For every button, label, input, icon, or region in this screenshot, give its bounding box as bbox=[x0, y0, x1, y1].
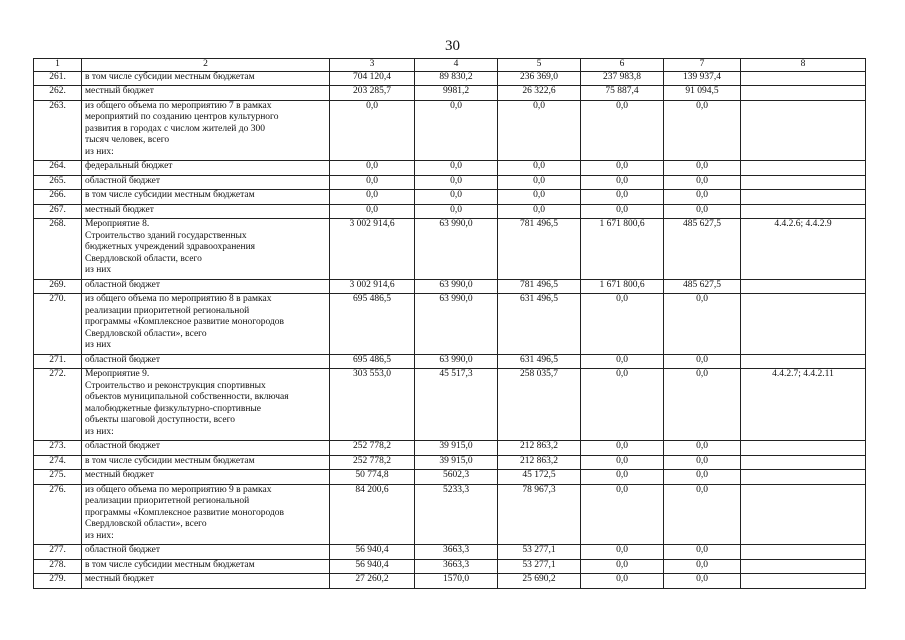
value-col-6: 1 671 800,6 bbox=[581, 279, 664, 294]
value-col-7: 485 627,5 bbox=[664, 279, 741, 294]
value-col-5: 0,0 bbox=[498, 100, 581, 161]
value-col-7: 139 937,4 bbox=[664, 71, 741, 86]
item-name: областной бюджет bbox=[82, 279, 330, 294]
value-col-6: 0,0 bbox=[581, 470, 664, 485]
row-number: 267. bbox=[34, 204, 82, 219]
value-col-7: 0,0 bbox=[664, 441, 741, 456]
table-row bbox=[34, 219, 866, 280]
value-col-4: 63 990,0 bbox=[415, 219, 498, 280]
row-number: 264. bbox=[34, 161, 82, 176]
table-row bbox=[34, 86, 866, 101]
item-name: в том числе субсидии местным бюджетам bbox=[82, 190, 330, 205]
value-col-3: 0,0 bbox=[330, 190, 415, 205]
budget-table bbox=[33, 58, 866, 589]
value-col-3: 27 260,2 bbox=[330, 574, 415, 589]
item-name: из общего объема по мероприятию 9 в рамках реализации приоритетной региональной программы «Комплексное развитие моногородов Свердловской области», всего из них: bbox=[82, 484, 330, 545]
value-col-7: 0,0 bbox=[664, 484, 741, 545]
target-ref bbox=[741, 574, 866, 589]
value-col-7: 0,0 bbox=[664, 559, 741, 574]
value-col-6: 0,0 bbox=[581, 190, 664, 205]
value-col-4: 5233,3 bbox=[415, 484, 498, 545]
value-col-6: 0,0 bbox=[581, 574, 664, 589]
target-ref bbox=[741, 175, 866, 190]
value-col-5: 631 496,5 bbox=[498, 354, 581, 369]
value-col-7: 0,0 bbox=[664, 204, 741, 219]
target-ref bbox=[741, 455, 866, 470]
value-col-7: 0,0 bbox=[664, 574, 741, 589]
item-name: в том числе субсидии местным бюджетам bbox=[82, 71, 330, 86]
value-col-4: 0,0 bbox=[415, 161, 498, 176]
value-col-5: 0,0 bbox=[498, 175, 581, 190]
value-col-4: 63 990,0 bbox=[415, 354, 498, 369]
row-number: 262. bbox=[34, 86, 82, 101]
value-col-4: 63 990,0 bbox=[415, 294, 498, 355]
table-row bbox=[34, 574, 866, 589]
item-name: местный бюджет bbox=[82, 470, 330, 485]
value-col-5: 53 277,1 bbox=[498, 559, 581, 574]
table-row bbox=[34, 161, 866, 176]
row-number: 261. bbox=[34, 71, 82, 86]
target-ref bbox=[741, 190, 866, 205]
value-col-3: 50 774,8 bbox=[330, 470, 415, 485]
value-col-6: 0,0 bbox=[581, 161, 664, 176]
col-header: 1 bbox=[34, 59, 82, 72]
value-col-4: 39 915,0 bbox=[415, 441, 498, 456]
value-col-6: 0,0 bbox=[581, 559, 664, 574]
value-col-4: 63 990,0 bbox=[415, 279, 498, 294]
value-col-3: 252 778,2 bbox=[330, 455, 415, 470]
target-ref bbox=[741, 441, 866, 456]
value-col-3: 695 486,5 bbox=[330, 294, 415, 355]
value-col-4: 5602,3 bbox=[415, 470, 498, 485]
value-col-3: 3 002 914,6 bbox=[330, 219, 415, 280]
value-col-7: 485 627,5 bbox=[664, 219, 741, 280]
item-name: из общего объема по мероприятию 8 в рамках реализации приоритетной региональной программы «Комплексное развитие моногородов Свердловской области», всего из них bbox=[82, 294, 330, 355]
item-name: областной бюджет bbox=[82, 354, 330, 369]
item-name: местный бюджет bbox=[82, 86, 330, 101]
value-col-5: 25 690,2 bbox=[498, 574, 581, 589]
value-col-7: 0,0 bbox=[664, 161, 741, 176]
item-name: местный бюджет bbox=[82, 574, 330, 589]
target-ref bbox=[741, 204, 866, 219]
col-header: 3 bbox=[330, 59, 415, 72]
table-row bbox=[34, 545, 866, 560]
value-col-3: 704 120,4 bbox=[330, 71, 415, 86]
row-number: 266. bbox=[34, 190, 82, 205]
value-col-3: 0,0 bbox=[330, 204, 415, 219]
value-col-4: 0,0 bbox=[415, 190, 498, 205]
value-col-6: 75 887,4 bbox=[581, 86, 664, 101]
value-col-7: 0,0 bbox=[664, 354, 741, 369]
col-header: 6 bbox=[581, 59, 664, 72]
target-ref bbox=[741, 545, 866, 560]
value-col-3: 0,0 bbox=[330, 100, 415, 161]
item-name: областной бюджет bbox=[82, 175, 330, 190]
value-col-4: 0,0 bbox=[415, 204, 498, 219]
item-name: местный бюджет bbox=[82, 204, 330, 219]
row-number: 273. bbox=[34, 441, 82, 456]
value-col-3: 0,0 bbox=[330, 161, 415, 176]
col-header: 5 bbox=[498, 59, 581, 72]
target-ref bbox=[741, 279, 866, 294]
row-number: 278. bbox=[34, 559, 82, 574]
table-row bbox=[34, 71, 866, 86]
value-col-5: 0,0 bbox=[498, 190, 581, 205]
target-ref bbox=[741, 71, 866, 86]
value-col-4: 9981,2 bbox=[415, 86, 498, 101]
value-col-6: 0,0 bbox=[581, 441, 664, 456]
row-number: 268. bbox=[34, 219, 82, 280]
value-col-7: 0,0 bbox=[664, 294, 741, 355]
table-row bbox=[34, 279, 866, 294]
row-number: 269. bbox=[34, 279, 82, 294]
value-col-3: 303 553,0 bbox=[330, 369, 415, 441]
table-row bbox=[34, 294, 866, 355]
value-col-5: 781 496,5 bbox=[498, 219, 581, 280]
value-col-6: 0,0 bbox=[581, 545, 664, 560]
value-col-5: 236 369,0 bbox=[498, 71, 581, 86]
value-col-7: 0,0 bbox=[664, 100, 741, 161]
item-name: Мероприятие 9. Строительство и реконструкция спортивных объектов муниципальной собственности, включая малобюджетные физкультурно-спортивные объекты шаговой доступности, всего из них: bbox=[82, 369, 330, 441]
value-col-6: 0,0 bbox=[581, 369, 664, 441]
value-col-5: 45 172,5 bbox=[498, 470, 581, 485]
value-col-4: 3663,3 bbox=[415, 545, 498, 560]
target-ref bbox=[741, 100, 866, 161]
item-name: в том числе субсидии местным бюджетам bbox=[82, 559, 330, 574]
target-ref bbox=[741, 484, 866, 545]
item-name: федеральный бюджет bbox=[82, 161, 330, 176]
value-col-4: 39 915,0 bbox=[415, 455, 498, 470]
col-header: 2 bbox=[82, 59, 330, 72]
table-row bbox=[34, 204, 866, 219]
value-col-7: 0,0 bbox=[664, 455, 741, 470]
item-name: из общего объема по мероприятию 7 в рамках мероприятий по созданию центров культурного развития в городах с числом жителей до 300 тысяч человек, всего из них: bbox=[82, 100, 330, 161]
target-ref bbox=[741, 86, 866, 101]
row-number: 277. bbox=[34, 545, 82, 560]
value-col-7: 91 094,5 bbox=[664, 86, 741, 101]
row-number: 272. bbox=[34, 369, 82, 441]
row-number: 276. bbox=[34, 484, 82, 545]
table-row bbox=[34, 455, 866, 470]
target-ref bbox=[741, 559, 866, 574]
item-name: в том числе субсидии местным бюджетам bbox=[82, 455, 330, 470]
value-col-3: 695 486,5 bbox=[330, 354, 415, 369]
table-row bbox=[34, 100, 866, 161]
value-col-7: 0,0 bbox=[664, 470, 741, 485]
value-col-6: 0,0 bbox=[581, 455, 664, 470]
row-number: 275. bbox=[34, 470, 82, 485]
value-col-5: 631 496,5 bbox=[498, 294, 581, 355]
row-number: 274. bbox=[34, 455, 82, 470]
value-col-6: 1 671 800,6 bbox=[581, 219, 664, 280]
value-col-5: 0,0 bbox=[498, 204, 581, 219]
value-col-4: 1570,0 bbox=[415, 574, 498, 589]
target-ref: 4.4.2.7; 4.4.2.11 bbox=[741, 369, 866, 441]
value-col-6: 237 983,8 bbox=[581, 71, 664, 86]
value-col-6: 0,0 bbox=[581, 204, 664, 219]
table-row bbox=[34, 470, 866, 485]
table-row bbox=[34, 441, 866, 456]
target-ref bbox=[741, 294, 866, 355]
table-row bbox=[34, 559, 866, 574]
value-col-5: 212 863,2 bbox=[498, 441, 581, 456]
item-name: областной бюджет bbox=[82, 545, 330, 560]
value-col-6: 0,0 bbox=[581, 294, 664, 355]
col-header: 4 bbox=[415, 59, 498, 72]
value-col-5: 53 277,1 bbox=[498, 545, 581, 560]
value-col-5: 26 322,6 bbox=[498, 86, 581, 101]
value-col-7: 0,0 bbox=[664, 545, 741, 560]
value-col-6: 0,0 bbox=[581, 100, 664, 161]
value-col-7: 0,0 bbox=[664, 190, 741, 205]
target-ref bbox=[741, 470, 866, 485]
value-col-3: 56 940,4 bbox=[330, 545, 415, 560]
row-number: 263. bbox=[34, 100, 82, 161]
value-col-3: 56 940,4 bbox=[330, 559, 415, 574]
value-col-3: 0,0 bbox=[330, 175, 415, 190]
value-col-5: 0,0 bbox=[498, 161, 581, 176]
target-ref: 4.4.2.6; 4.4.2.9 bbox=[741, 219, 866, 280]
value-col-4: 45 517,3 bbox=[415, 369, 498, 441]
table-row bbox=[34, 369, 866, 441]
value-col-6: 0,0 bbox=[581, 484, 664, 545]
value-col-4: 0,0 bbox=[415, 100, 498, 161]
item-name: Мероприятие 8. Строительство зданий государственных бюджетных учреждений здравоохранения Свердловской области, всего из них bbox=[82, 219, 330, 280]
value-col-6: 0,0 bbox=[581, 175, 664, 190]
target-ref bbox=[741, 354, 866, 369]
header-row bbox=[34, 59, 866, 72]
col-header: 8 bbox=[741, 59, 866, 72]
value-col-7: 0,0 bbox=[664, 175, 741, 190]
value-col-4: 0,0 bbox=[415, 175, 498, 190]
row-number: 271. bbox=[34, 354, 82, 369]
value-col-3: 252 778,2 bbox=[330, 441, 415, 456]
value-col-5: 258 035,7 bbox=[498, 369, 581, 441]
value-col-6: 0,0 bbox=[581, 354, 664, 369]
value-col-4: 89 830,2 bbox=[415, 71, 498, 86]
value-col-5: 78 967,3 bbox=[498, 484, 581, 545]
value-col-5: 781 496,5 bbox=[498, 279, 581, 294]
table-row bbox=[34, 190, 866, 205]
value-col-7: 0,0 bbox=[664, 369, 741, 441]
table-row bbox=[34, 354, 866, 369]
row-number: 279. bbox=[34, 574, 82, 589]
value-col-3: 203 285,7 bbox=[330, 86, 415, 101]
col-header: 7 bbox=[664, 59, 741, 72]
item-name: областной бюджет bbox=[82, 441, 330, 456]
page-number: 30 bbox=[445, 38, 460, 54]
row-number: 270. bbox=[34, 294, 82, 355]
table-row bbox=[34, 175, 866, 190]
row-number: 265. bbox=[34, 175, 82, 190]
value-col-3: 84 200,6 bbox=[330, 484, 415, 545]
value-col-4: 3663,3 bbox=[415, 559, 498, 574]
value-col-5: 212 863,2 bbox=[498, 455, 581, 470]
target-ref bbox=[741, 161, 866, 176]
table-row bbox=[34, 484, 866, 545]
value-col-3: 3 002 914,6 bbox=[330, 279, 415, 294]
